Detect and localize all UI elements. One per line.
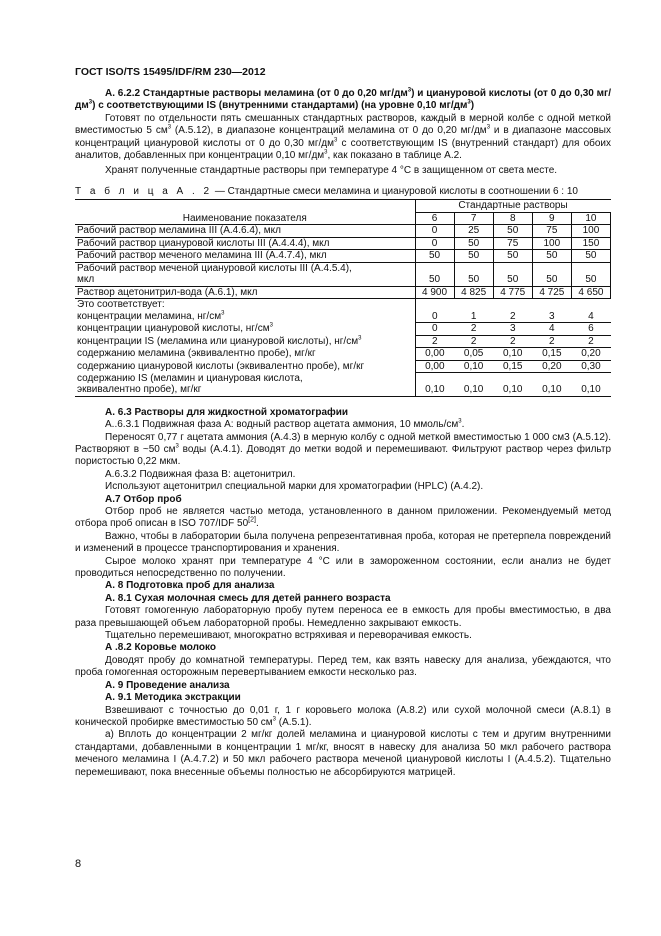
paragraph: Готовят гомогенную лабораторную пробу путем переноса ее в емкость для пробы вместимостью, в два раза превышающей объем лабораторной пробы. Немедленно закрывают емкость.: [75, 605, 611, 629]
page-number: 8: [75, 858, 82, 870]
paragraph: А.6.3.2 Подвижная фаза В: ацетонитрил.: [105, 468, 296, 480]
document-header: ГОСТ ISO/TS 15495/IDF/RM 230—2012: [75, 66, 266, 78]
paragraph: Доводят пробу до комнатной температуры. Перед тем, как взять навеску для анализа, убеждаются, что проба гомогенная осторожным перевертыванием емкости несколько раз.: [75, 654, 611, 679]
subsection-title: А. 9.1 Методика экстракции: [105, 692, 241, 704]
column-number: 9: [532, 212, 571, 225]
column-number: 8: [493, 212, 532, 225]
table-row: Рабочий раствор циануровой кислоты III (А.4.4.4), мкл 0 50 75 100 150: [75, 237, 611, 250]
table-row: Это соответствует:: [75, 299, 611, 311]
table-row: содержанию меламина (эквивалентно пробе), мг/кг 0,00 0,05 0,10 0,15 0,20: [75, 348, 611, 361]
paragraph: Готовят по отдельности пять смешанных стандартных растворов, каждый в мерной колбе с одной меткой вместимостью 5 $см^3$ (А.5.12), в диапазоне концентраций меламина от 0 до 0,20 $мг/дм^3$ и в диапазоне массовых концентраций циануровой кислоты от 0 до 0,30 $мг/дм^3$ с соответствующим IS (внутренний стандарт) для обоих аналитов, добавленных при концентрации 0,10 $мг/дм^3$, как показано в таблице А.2.: [75, 112, 612, 162]
column-number: 10: [571, 212, 610, 225]
section-title: А.7 Отбор проб: [105, 493, 182, 505]
table-row: Рабочий раствор меламина III (А.4.6.4), мкл 0 25 50 75 100: [75, 225, 611, 238]
subsection-title: А. 8.1 Сухая молочная смесь для детей раннего возраста: [105, 592, 391, 604]
page-content: [75, 88, 611, 779]
paragraph: Используют ацетонитрил специальной марки для хроматографии (HPLC) (А.4.2).: [105, 481, 484, 493]
table-row: содержанию IS (меламин и циануровая кислота, эквивалентно пробе), мг/кг 0,10 0,10 0,10 0,10 0,10: [75, 373, 611, 397]
paragraph: Хранят полученные стандартные растворы при температуре 4 °С в защищенном от света месте.: [105, 165, 558, 177]
section-title: А. 8 Подготовка проб для анализа: [105, 580, 275, 592]
table-row: содержанию циануровой кислоты (эквивалентно пробе), мг/кг 0,00 0,10 0,15 0,20 0,30: [75, 360, 611, 373]
table-row: концентрации циануровой кислоты, $нг/см^3$ 0 2 3 4 6: [75, 323, 611, 336]
paragraph: А..6.3.1 Подвижная фаза А: водный раствор ацетата аммония, 10 ммоль/$см^3$.: [105, 418, 465, 431]
paragraph: Взвешивают с точностью до 0,01 г, 1 г коровьего молока (А.8.2) или сухой молочной смеси (А.8.1) в конической пробирке вместимостью 50 $см^3$ (А.5.1).: [75, 704, 611, 728]
section-title: А. 6.3 Растворы для жидкостной хроматографии: [105, 406, 349, 418]
paragraph: Тщательно перемешивают, многократно встряхивая и переворачивая емкость.: [105, 630, 472, 642]
col-header: Наименование показателя: [75, 200, 415, 225]
table-a2: [75, 199, 611, 397]
section-a622-title: А. 6.2.2 Стандартные растворы меламина (от 0 до 0,20 $мг/дм^3$) и циануровой кислоты (от 0 до 0,30 $мг/дм^3$) с соответствующими IS (внутренними стандартами) (на уровне 0,10 $мг/дм^3$): [75, 87, 611, 112]
group-header: Стандартные растворы: [415, 200, 611, 213]
column-number: 6: [415, 212, 454, 225]
paragraph: а) Вплоть до концентрации 2 мг/кг долей меламина и циануровой кислоты с тем и другим внутренними стандартами, добавленными в концентрации 1 мг/кг, вносят в навеску для анализа 50 мкл рабочего раствора меченого меламина I (А.4.7.2) и 50 мкл рабочего раствора меченой циануровой кислоты I (А.4.5.2). Тщательно перемешивают, пока внесенные объемы полностью не абсорбируются матрицей.: [75, 729, 611, 778]
subsection-title: А .8.2 Коровье молоко: [105, 642, 216, 654]
table-row: концентрации меламина, $нг/см^3$ 0 1 2 3 4: [75, 311, 611, 323]
table-row: Раствор ацетонитрил-вода (А.6.1), мкл 4 900 4 825 4 775 4 725 4 650: [75, 286, 611, 299]
table-row: Рабочий раствор меченой циануровой кислоты III (А.4.5.4), мкл 50 50 50 50 50: [75, 262, 611, 286]
table-row: Рабочий раствор меченого меламина III (А.4.7.4), мкл 50 50 50 50 50: [75, 250, 611, 263]
table-caption: Т а б л и ц а А . 2 — Стандартные смеси меламина и циануровой кислоты в соотношении 6 : 10: [75, 185, 578, 197]
paragraph: Переносят 0,77 г ацетата аммония (А.4.3) в мерную колбу с одной меткой вместимостью 1 000 см3 (А.5.12). Растворяют в ~50 $см^3$ воды (А.4.1). Доводят до метки водой и перемешивают. Фильтруют раствор через фильтр пористостью 0,22 мкм.: [75, 431, 612, 468]
column-number: 7: [454, 212, 493, 225]
table-row: концентрации IS (меламина или циануровой кислоты), $нг/см^3$ 2 2 2 2 2: [75, 335, 611, 348]
paragraph: Отбор проб не является частью метода, установленного в данном приложении. Рекомендуемый метод отбора проб описан в ISO 707/IDF 50[2].: [75, 506, 611, 530]
section-title: А. 9 Проведение анализа: [105, 679, 230, 691]
paragraph: Сырое молоко хранят при температуре 4 °С или в замороженном состоянии, если анализ не будет проводиться непосредственно по получении.: [75, 555, 611, 580]
paragraph: Важно, чтобы в лаборатории была получена репрезентативная проба, которая не претерпела повреждений и изменений в процессе транспортирования и хранения.: [75, 530, 611, 555]
